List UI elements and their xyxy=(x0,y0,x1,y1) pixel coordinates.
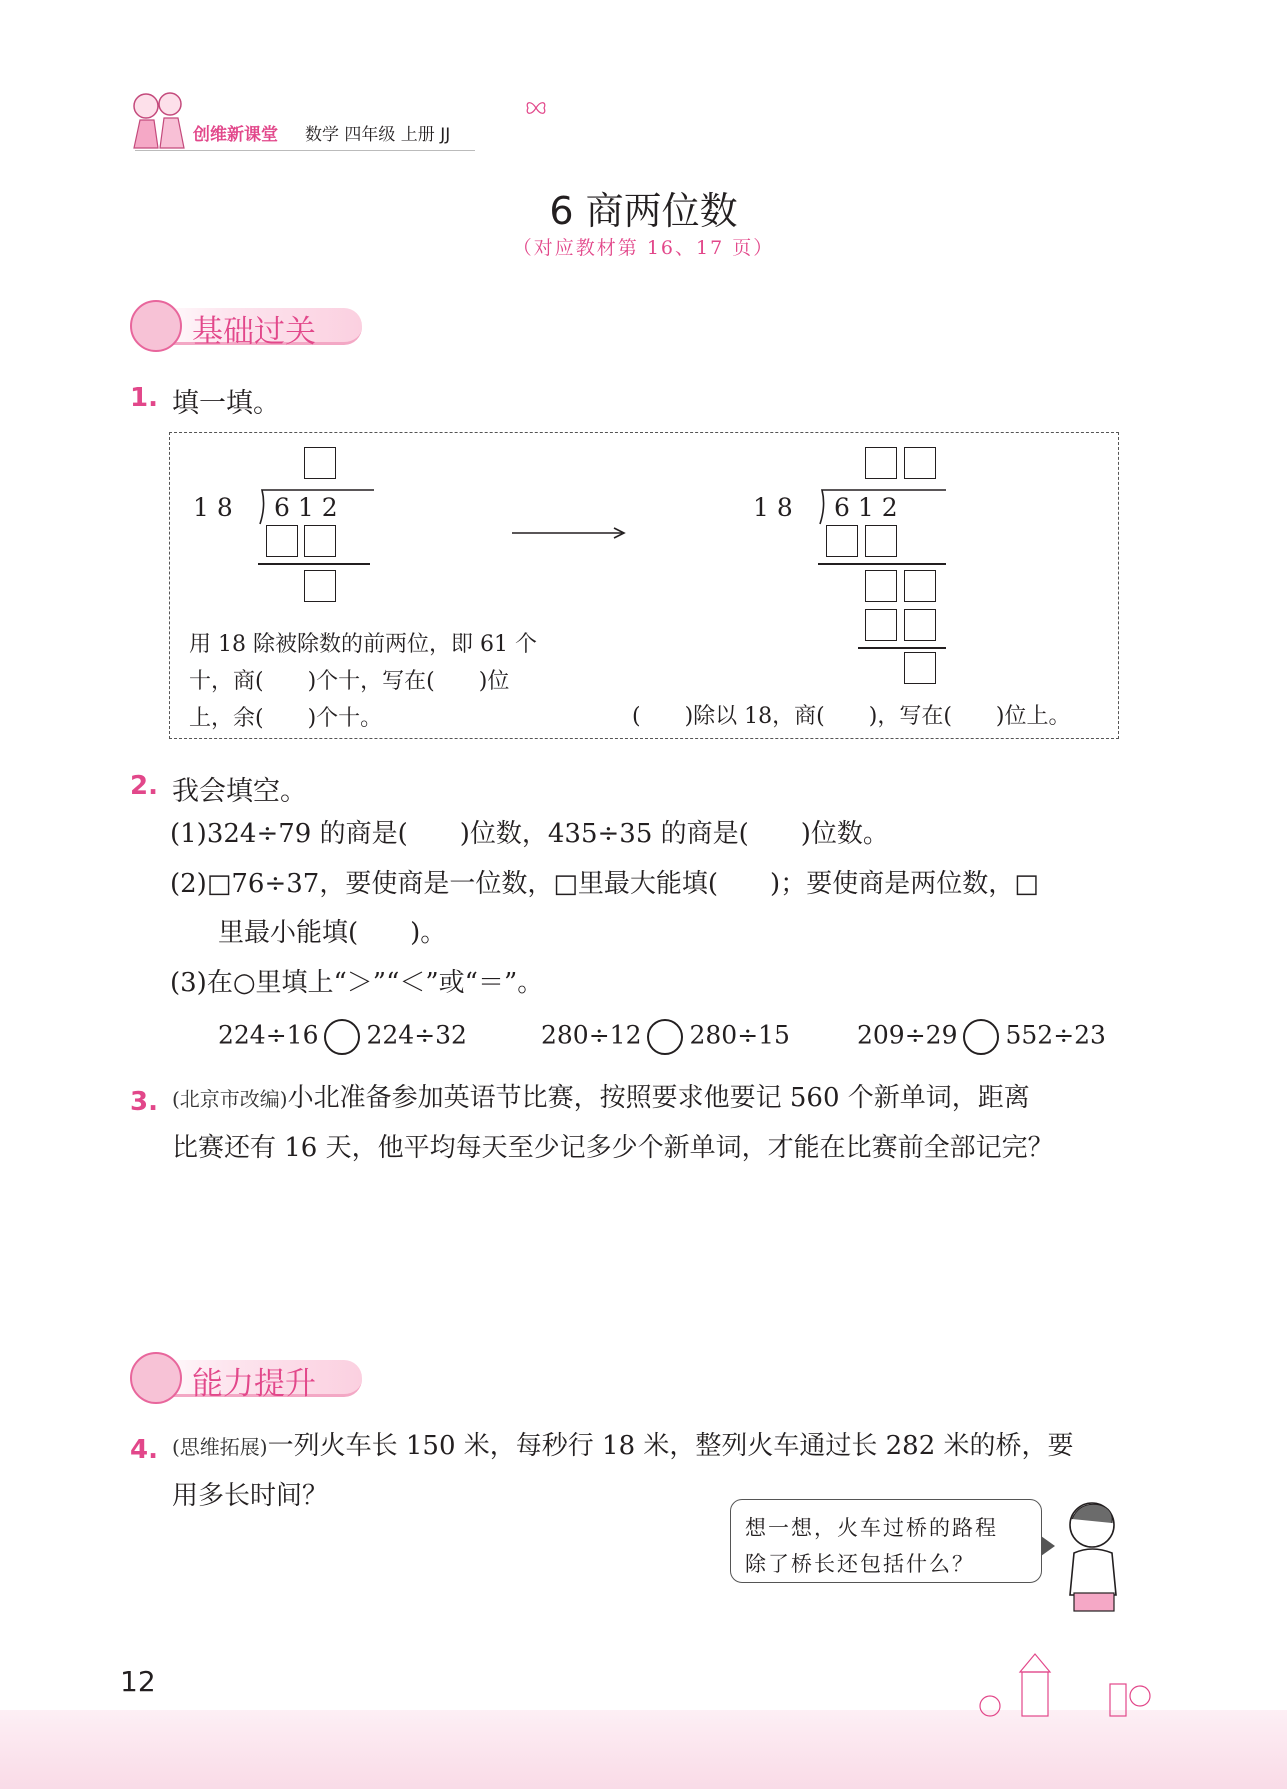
answer-box[interactable] xyxy=(904,652,936,684)
subquestion-2-cont: 里最小能填( )。 xyxy=(218,918,447,948)
page-subtitle: （对应教材第 16、17 页） xyxy=(512,237,775,259)
section-title-advanced: 能力提升 xyxy=(192,1366,316,1402)
question-text: 填一填。 xyxy=(172,388,280,419)
question-text-cont: 用多长时间？ xyxy=(172,1481,329,1511)
question-text: (北京市改编)小北准备参加英语节比赛，按照要求他要记 560 个新单词，距离 xyxy=(172,1083,1030,1113)
section-title-basic: 基础过关 xyxy=(192,314,316,350)
header-kids-illustration xyxy=(128,88,190,154)
arrow-right-icon xyxy=(510,525,630,541)
mascot-icon xyxy=(130,1352,182,1404)
mascot-icon xyxy=(130,300,182,352)
question-text: (思维拓展)一列火车长 150 米，每秒行 18 米，整列火车通过长 282 米的桥，要 xyxy=(172,1431,1074,1461)
subtraction-line xyxy=(258,563,370,565)
comparison-item: 280÷12 280÷15 xyxy=(541,1019,790,1055)
subtraction-line xyxy=(858,647,946,649)
dividend: 6 1 2 xyxy=(834,493,898,522)
question-number: 1. xyxy=(130,383,158,413)
subtraction-line xyxy=(818,563,946,565)
answer-box[interactable] xyxy=(904,570,936,602)
header-divider xyxy=(135,150,475,151)
question-source: (思维拓展) xyxy=(172,1435,268,1459)
page-title: 6 商两位数 xyxy=(549,189,738,233)
answer-box[interactable] xyxy=(304,447,336,479)
answer-box[interactable] xyxy=(865,609,897,641)
hint-line: 除了桥长还包括什么？ xyxy=(745,1552,975,1576)
question-number: 3. xyxy=(130,1087,158,1117)
divisor: 1 8 xyxy=(193,493,233,522)
compare-circle[interactable] xyxy=(963,1019,999,1055)
question-text-cont: 比赛还有 16 天，他平均每天至少记多少个新单词，才能在比赛前全部记完？ xyxy=(172,1133,1054,1163)
question-number: 4. xyxy=(130,1435,158,1465)
subquestion-2: (2)□76÷37，要使商是一位数，□里最大能填( )；要使商是两位数，□ xyxy=(170,869,1039,899)
castle-illustration xyxy=(960,1650,1160,1720)
header-book-info: 数学 四年级 上册 JJ xyxy=(305,125,451,145)
question-number: 2. xyxy=(130,771,158,801)
hint-bubble xyxy=(730,1499,1042,1583)
footer-band xyxy=(0,1710,1287,1789)
answer-box[interactable] xyxy=(904,609,936,641)
subquestion-3: (3)在○里填上“＞”“＜”或“＝”。 xyxy=(170,968,544,998)
page-number: 12 xyxy=(120,1665,156,1698)
question-text: 我会填空。 xyxy=(172,776,307,807)
answer-box[interactable] xyxy=(865,525,897,557)
section-banner-basic xyxy=(130,300,370,350)
answer-box[interactable] xyxy=(266,525,298,557)
compare-circle[interactable] xyxy=(647,1019,683,1055)
comparison-item: 224÷16 224÷32 xyxy=(218,1019,467,1055)
step-explanation: ( )除以 18，商( )，写在( )位上。 xyxy=(632,704,1071,729)
comparison-item: 209÷29 552÷23 xyxy=(857,1019,1106,1055)
section-banner-advanced xyxy=(130,1352,370,1402)
boy-illustration xyxy=(1050,1495,1130,1625)
butterfly-icon xyxy=(525,100,547,116)
answer-box[interactable] xyxy=(865,570,897,602)
answer-box[interactable] xyxy=(826,525,858,557)
answer-box[interactable] xyxy=(304,570,336,602)
step-explanation: 用 18 除被除数的前两位，即 61 个 十，商( )个十，写在( )位 上，余( )个十。 xyxy=(189,632,537,731)
hint-line: 想一想，火车过桥的路程 xyxy=(745,1516,998,1540)
dividend: 6 1 2 xyxy=(274,493,338,522)
compare-circle[interactable] xyxy=(324,1019,360,1055)
header-brand: 创维新课堂 xyxy=(193,125,278,145)
subquestion-1: (1)324÷79 的商是( )位数，435÷35 的商是( )位数。 xyxy=(170,819,889,849)
divisor: 1 8 xyxy=(753,493,793,522)
question-source: (北京市改编) xyxy=(172,1087,288,1111)
answer-box[interactable] xyxy=(304,525,336,557)
answer-box[interactable] xyxy=(865,447,897,479)
answer-box[interactable] xyxy=(904,447,936,479)
